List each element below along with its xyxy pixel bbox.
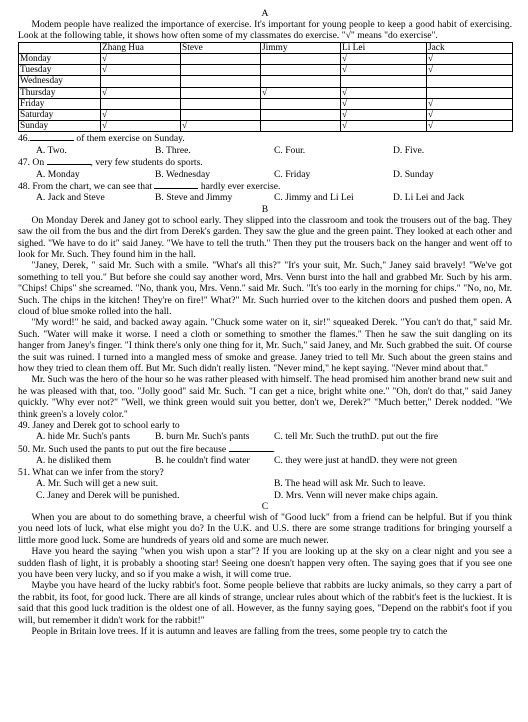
empty-cell xyxy=(101,98,181,109)
empty-cell xyxy=(101,76,181,87)
section-b-paragraph: "My word!" he said, and backed away again. "Chuck some water on it, sir!" squeaked Derek. "You can't do that," said Mr. Such. "Water will make it worse. I need a cloth or something to smother the flames." Then he saw the suit dangling on its hanger from Janey's finger. "I think there's only one thing for it, Mr. Such," said Janey, and Mr. Such grabbed the suit. Of course the suit was ruined. I turned into a mangled mess of smoke and grease. Janey tried to tell Mr. Such about the green stains and how they tried to clean them off. But Mr. Such didn't really listen. "Never mind," he kept saying. "Never mind about that." xyxy=(18,317,512,375)
exam-page xyxy=(18,8,512,637)
empty-cell xyxy=(181,76,261,87)
option: C. Friday xyxy=(274,168,311,180)
option: D. Sunday xyxy=(393,168,434,180)
empty-cell xyxy=(427,87,513,98)
empty-cell xyxy=(261,109,341,120)
question-49: 49. Janey and Derek got to school early to xyxy=(18,420,180,432)
section-c-paragraph: When you are about to do something brave, a cheerful wish of "Good luck" from a friend can be helpful. But if you think you need lots of luck, what else might you do? In the U.K. and U.S. there are some strange traditions for bringing yourself a little more good luck. Some are hundreds of years old and some are much newer. xyxy=(18,511,512,546)
question-48 xyxy=(18,180,512,192)
day-cell: Friday xyxy=(19,98,101,109)
tick-mark: √ xyxy=(427,65,513,76)
option: D. Li Lei and Jack xyxy=(393,192,465,204)
question-47-number: 47. On xyxy=(18,157,45,169)
exercise-table xyxy=(18,42,513,133)
question-47-text: , very few students do sports. xyxy=(90,157,203,169)
table-header-cell: Steve xyxy=(181,42,261,53)
empty-cell xyxy=(181,109,261,120)
option: B. burn Mr. Such's pants xyxy=(155,431,250,443)
option: A. Jack and Steve xyxy=(36,192,105,204)
option: B. Steve and Jimmy xyxy=(155,192,233,204)
table-header-cell xyxy=(19,42,101,53)
table-header-cell: Jimmy xyxy=(261,42,341,53)
empty-cell xyxy=(261,65,341,76)
day-cell: Wednesday xyxy=(19,76,101,87)
tick-mark: √ xyxy=(341,65,427,76)
table-header-cell: Li Lei xyxy=(341,42,427,53)
tick-mark: √ xyxy=(261,87,341,98)
section-c-paragraph: Have you heard the saying "when you wish upon a star"? If you are looking up at the sky on a clear night and you see a sudden flash of light, it is probably a shooting star! Seeing one doesn't happen very often. The saying goes that if you see one you have been very lucky, and so if you make a wish, it will come true. xyxy=(18,546,512,580)
empty-cell xyxy=(261,76,341,87)
tick-mark: √ xyxy=(101,65,181,76)
question-47-options xyxy=(18,169,512,180)
tick-mark: √ xyxy=(427,98,513,109)
tick-mark: √ xyxy=(341,87,427,98)
question-46-number: 46. xyxy=(18,133,30,145)
section-a-intro: Modem people have realized the importance of exercise. It's important for young people to keep a good habit of exercising. Look at the following table, it shows how often some of my classmates do exercise. "√" means "do exercise". xyxy=(18,19,512,42)
table-row xyxy=(19,98,513,109)
section-c-title: C xyxy=(261,500,269,512)
option: A. he disliked them xyxy=(36,455,112,467)
option: B. Three. xyxy=(155,144,191,156)
day-cell: Saturday xyxy=(19,109,101,120)
table-row xyxy=(19,109,513,120)
day-cell: Tuesday xyxy=(19,65,101,76)
table-header-cell: Jack xyxy=(427,42,513,53)
option: B. Wednesday xyxy=(155,168,211,180)
question-51-options xyxy=(18,490,512,501)
option: B. The head will ask Mr. Such to leave. xyxy=(274,478,426,490)
question-48-text: hardly ever exercise. xyxy=(200,180,281,192)
tick-mark: √ xyxy=(341,109,427,120)
question-46 xyxy=(18,132,512,144)
table-row xyxy=(19,65,513,76)
tick-mark: √ xyxy=(341,121,427,132)
question-49-options xyxy=(18,431,512,442)
section-b-paragraph: Mr. Such was the hero of the hour so he was rather pleased with himself. The head promised him another brand new suit and he was pleased with that, too. "Jolly good" said Mr. Such. "I can get a nice, bright white one." "Oh, don't do that," said Janey quickly. "Why ever not?" "Well, we think green would suit you better, don't we, Derek?" "Much better," Derek nodded. "We think green's a lovely color." xyxy=(18,374,512,420)
table-row xyxy=(19,54,513,65)
tick-mark: √ xyxy=(181,121,261,132)
section-a-title: A xyxy=(261,8,269,19)
answer-blank xyxy=(154,180,198,189)
answer-blank xyxy=(229,443,273,452)
question-48-number: 48. From the chart, we can see that xyxy=(18,180,152,192)
section-b-paragraph: "Janey, Derek, " said Mr. Such with a smile. "What's all this?" "It's your suit, Mr. Such," Janey said bravely! "We've got something to tell you." But before she could say another word, Mrs. Venn burst into the hall and grabbed Mr. Such by his arm. "Chips! Chips" she screamed. "No, thank you, Mrs. Venn." said Mr. Such. "It's too early in the morning for chips." "No, no, Mr. Such. The chips in the kitchen! They're on fire!" What?" Mr. Such hurried over to the kitchen doors and pushed them open. A cloud of blue smoke rolled into the hall. xyxy=(18,260,512,317)
empty-cell xyxy=(261,98,341,109)
question-51: 51. What can we infer from the story? xyxy=(18,466,164,478)
day-cell: Sunday xyxy=(19,121,101,132)
empty-cell xyxy=(427,76,513,87)
option: C. tell Mr. Such the truthD. put out the fire xyxy=(274,431,439,443)
table-header-cell: Zhang Hua xyxy=(101,42,181,53)
answer-blank xyxy=(30,132,74,141)
option: A. Two. xyxy=(36,144,67,156)
option: C. Jimmy and Li Lei xyxy=(274,192,354,204)
tick-mark: √ xyxy=(341,54,427,65)
tick-mark: √ xyxy=(101,54,181,65)
empty-cell xyxy=(181,54,261,65)
answer-blank xyxy=(47,156,91,165)
section-b-paragraph: On Monday Derek and Janey got to school early. They slipped into the classroom and took the trousers out of the bag. They saw the oil from the bus and the dirt from Derek's garden. They saw the glue and the green paint. They looked at each other and sighed. "We have to do it" said Janey. "We have to tell the truth." Then they put the trousers back on the hanger and went off to look for Mr. Such. They found him in the hall. xyxy=(18,214,512,260)
question-46-options xyxy=(18,145,512,156)
table-row xyxy=(19,87,513,98)
option: C. they were just at handD. they were not green xyxy=(274,455,458,467)
option: B. he couldn't find water xyxy=(155,455,250,467)
empty-cell xyxy=(261,121,341,132)
question-46-text: of them exercise on Sunday. xyxy=(74,133,185,145)
table-header-row xyxy=(19,42,513,53)
empty-cell xyxy=(181,87,261,98)
table-row xyxy=(19,121,513,132)
question-48-options xyxy=(18,192,512,203)
option: D. Mrs. Venn will never make chips again. xyxy=(274,489,438,501)
question-50-text: 50. Mr. Such used the pants to put out the fire because xyxy=(18,443,227,455)
option: A. Mr. Such will get a new suit. xyxy=(36,478,159,490)
day-cell: Monday xyxy=(19,54,101,65)
option: A. Monday xyxy=(36,168,80,180)
tick-mark: √ xyxy=(427,54,513,65)
tick-mark: √ xyxy=(341,98,427,109)
table-row xyxy=(19,76,513,87)
tick-mark: √ xyxy=(101,109,181,120)
question-47 xyxy=(18,156,512,168)
empty-cell xyxy=(341,76,427,87)
section-c-paragraph: Maybe you have heard of the lucky rabbit's foot. Some people believe that rabbits are lucky animals, so they carry a part of the rabbit, its foot, for good luck. There are all kinds of strange, unclear rules about which of the rabbit's feet is the luckiest. It is said that this good luck tradition is the oldest one of all. However, as the funny saying goes, "Depend on the rabbit's foot if you will, but remember it didn't work for the rabbit!" xyxy=(18,580,512,626)
empty-cell xyxy=(261,54,341,65)
question-50: 50. Mr. Such used the pants to put out the fire because . xyxy=(18,443,275,455)
question-51-options xyxy=(18,478,512,489)
section-c-paragraph: People in Britain love trees. If it is autumn and leaves are falling from the trees, some people try to catch the xyxy=(31,625,448,637)
question-50-options xyxy=(18,455,512,466)
tick-mark: √ xyxy=(101,87,181,98)
tick-mark: √ xyxy=(101,121,181,132)
section-b-title: B xyxy=(261,203,269,215)
day-cell: Thursday xyxy=(19,87,101,98)
option: D. Five. xyxy=(393,144,425,156)
empty-cell xyxy=(181,65,261,76)
option: A. hide Mr. Such's pants xyxy=(36,431,130,443)
option: C. Janey and Derek will be punished. xyxy=(36,489,180,501)
empty-cell xyxy=(181,98,261,109)
option: C. Four. xyxy=(274,144,306,156)
tick-mark: √ xyxy=(427,109,513,120)
tick-mark: √ xyxy=(427,121,513,132)
